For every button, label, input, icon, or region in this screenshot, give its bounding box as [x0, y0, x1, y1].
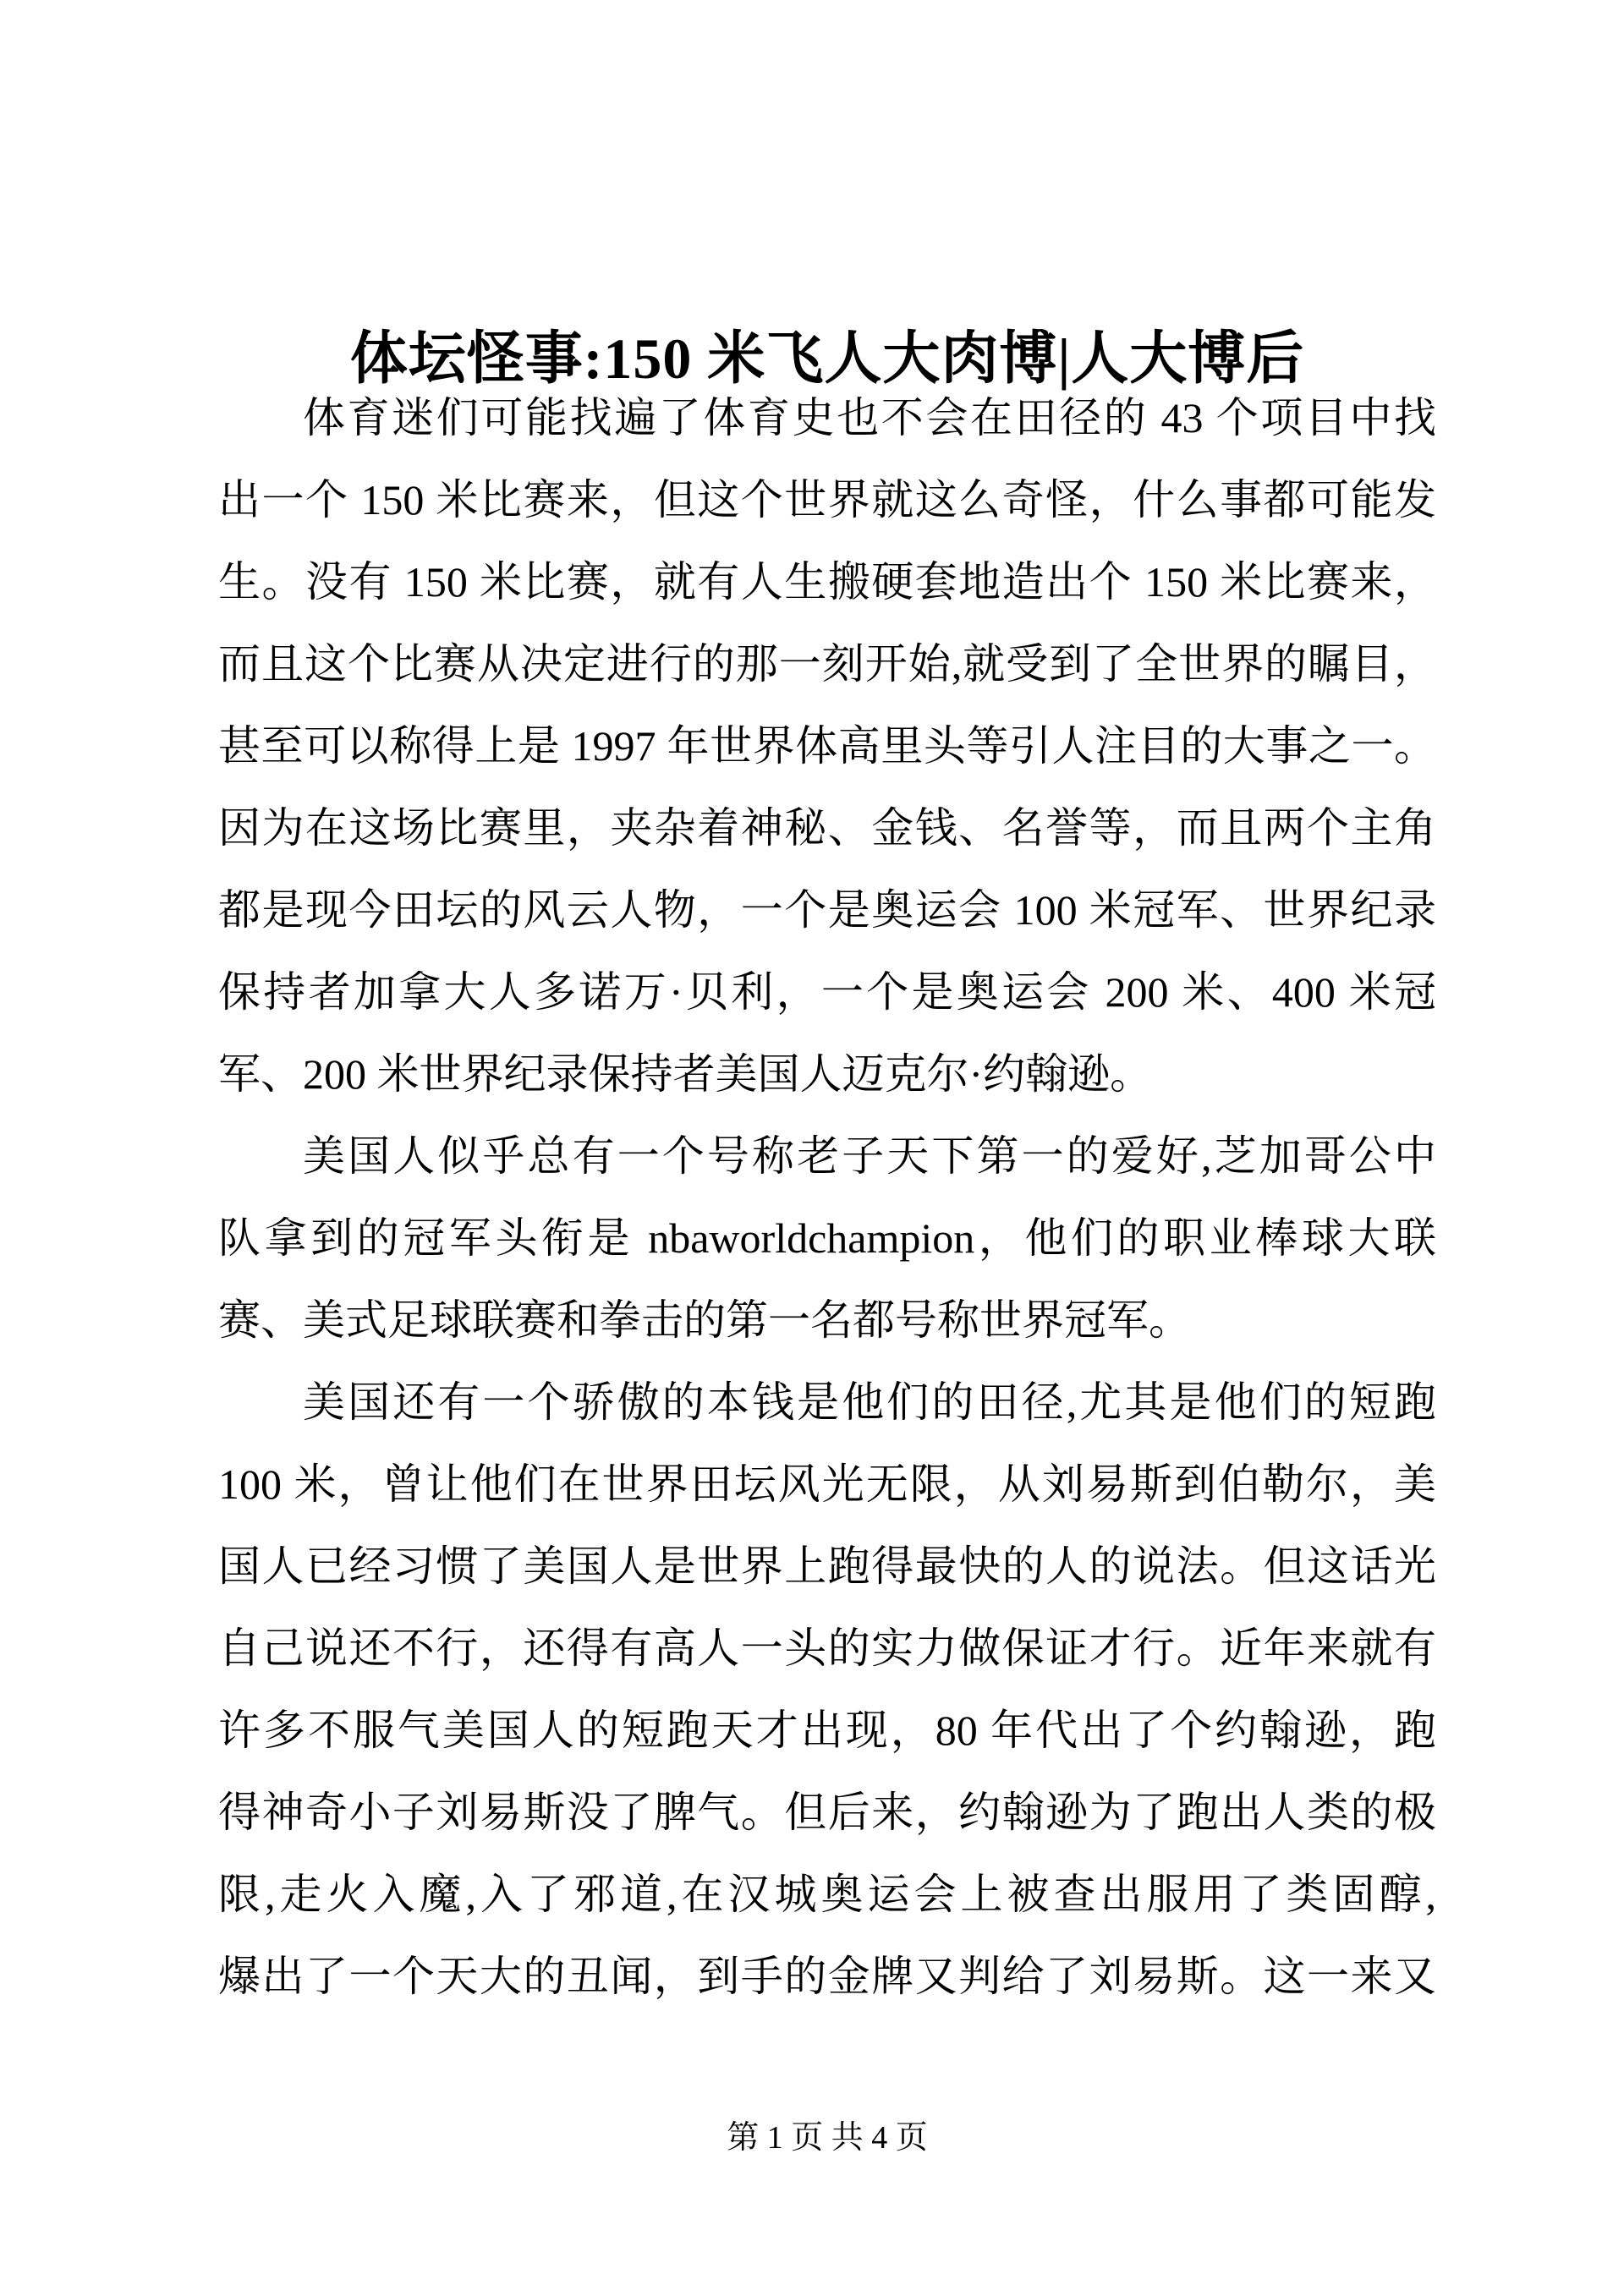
text-line: 队拿到的冠军头衔是 nbaworldchampion，他们的职业棒球大联: [218, 1214, 1436, 1262]
text-line: 限,走火入魔,入了邪道,在汉城奥运会上被查出服用了类固醇,: [218, 1871, 1436, 1918]
text-line: 爆出了一个天大的丑闻，到手的金牌又判给了刘易斯。这一来又: [218, 1953, 1436, 2000]
text-line: 许多不服气美国人的短跑天才出现，80 年代出了个约翰逊，跑: [218, 1707, 1436, 1754]
text-line: 美国人似乎总有一个号称老子天下第一的爱好,芝加哥公中: [303, 1132, 1436, 1180]
text-line: 出一个 150 米比赛来，但这个世界就这么奇怪，什么事都可能发: [218, 476, 1436, 523]
text-line: 军、200 米世界纪录保持者美国人迈克尔·约翰逊。: [218, 1050, 1153, 1098]
page-footer: 第 1 页 共 4 页: [727, 2120, 928, 2156]
text-line: 国人已经习惯了美国人是世界上跑得最快的人的说法。但这话光: [218, 1543, 1436, 1590]
text-line: 得神奇小子刘易斯没了脾气。但后来，约翰逊为了跑出人类的极: [218, 1789, 1436, 1836]
text-line: 甚至可以称得上是 1997 年世界体高里头等引人注目的大事之一。: [218, 722, 1436, 770]
text-line: 而且这个比赛从决定进行的那一刻开始,就受到了全世界的瞩目，: [218, 640, 1436, 688]
text-line: 生。没有 150 米比赛，就有人生搬硬套地造出个 150 米比赛来，: [218, 558, 1436, 606]
text-line: 体育迷们可能找遍了体育史也不会在田径的 43 个项目中找: [303, 394, 1436, 441]
text-line: 自己说还不行，还得有高人一头的实力做保证才行。近年来就有: [218, 1625, 1436, 1672]
document-body: [218, 377, 1436, 2018]
document-title: 体坛怪事:150 米飞人大肉博|人大博后: [349, 326, 1305, 391]
text-line: 美国还有一个骄傲的本钱是他们的田径,尤其是他们的短跑: [303, 1378, 1436, 1426]
text-line: 赛、美式足球联赛和拳击的第一名都号称世界冠军。: [218, 1296, 1191, 1344]
text-line: 都是现今田坛的风云人物，一个是奥运会 100 米冠军、世界纪录: [218, 886, 1436, 934]
text-line: 保持者加拿大人多诺万·贝利，一个是奥运会 200 米、400 米冠: [218, 968, 1436, 1016]
text-line: 100 米，曾让他们在世界田坛风光无限，从刘易斯到伯勒尔，美: [218, 1460, 1436, 1508]
text-line: 因为在这场比赛里，夹杂着神秘、金钱、名誉等，而且两个主角: [218, 804, 1436, 852]
